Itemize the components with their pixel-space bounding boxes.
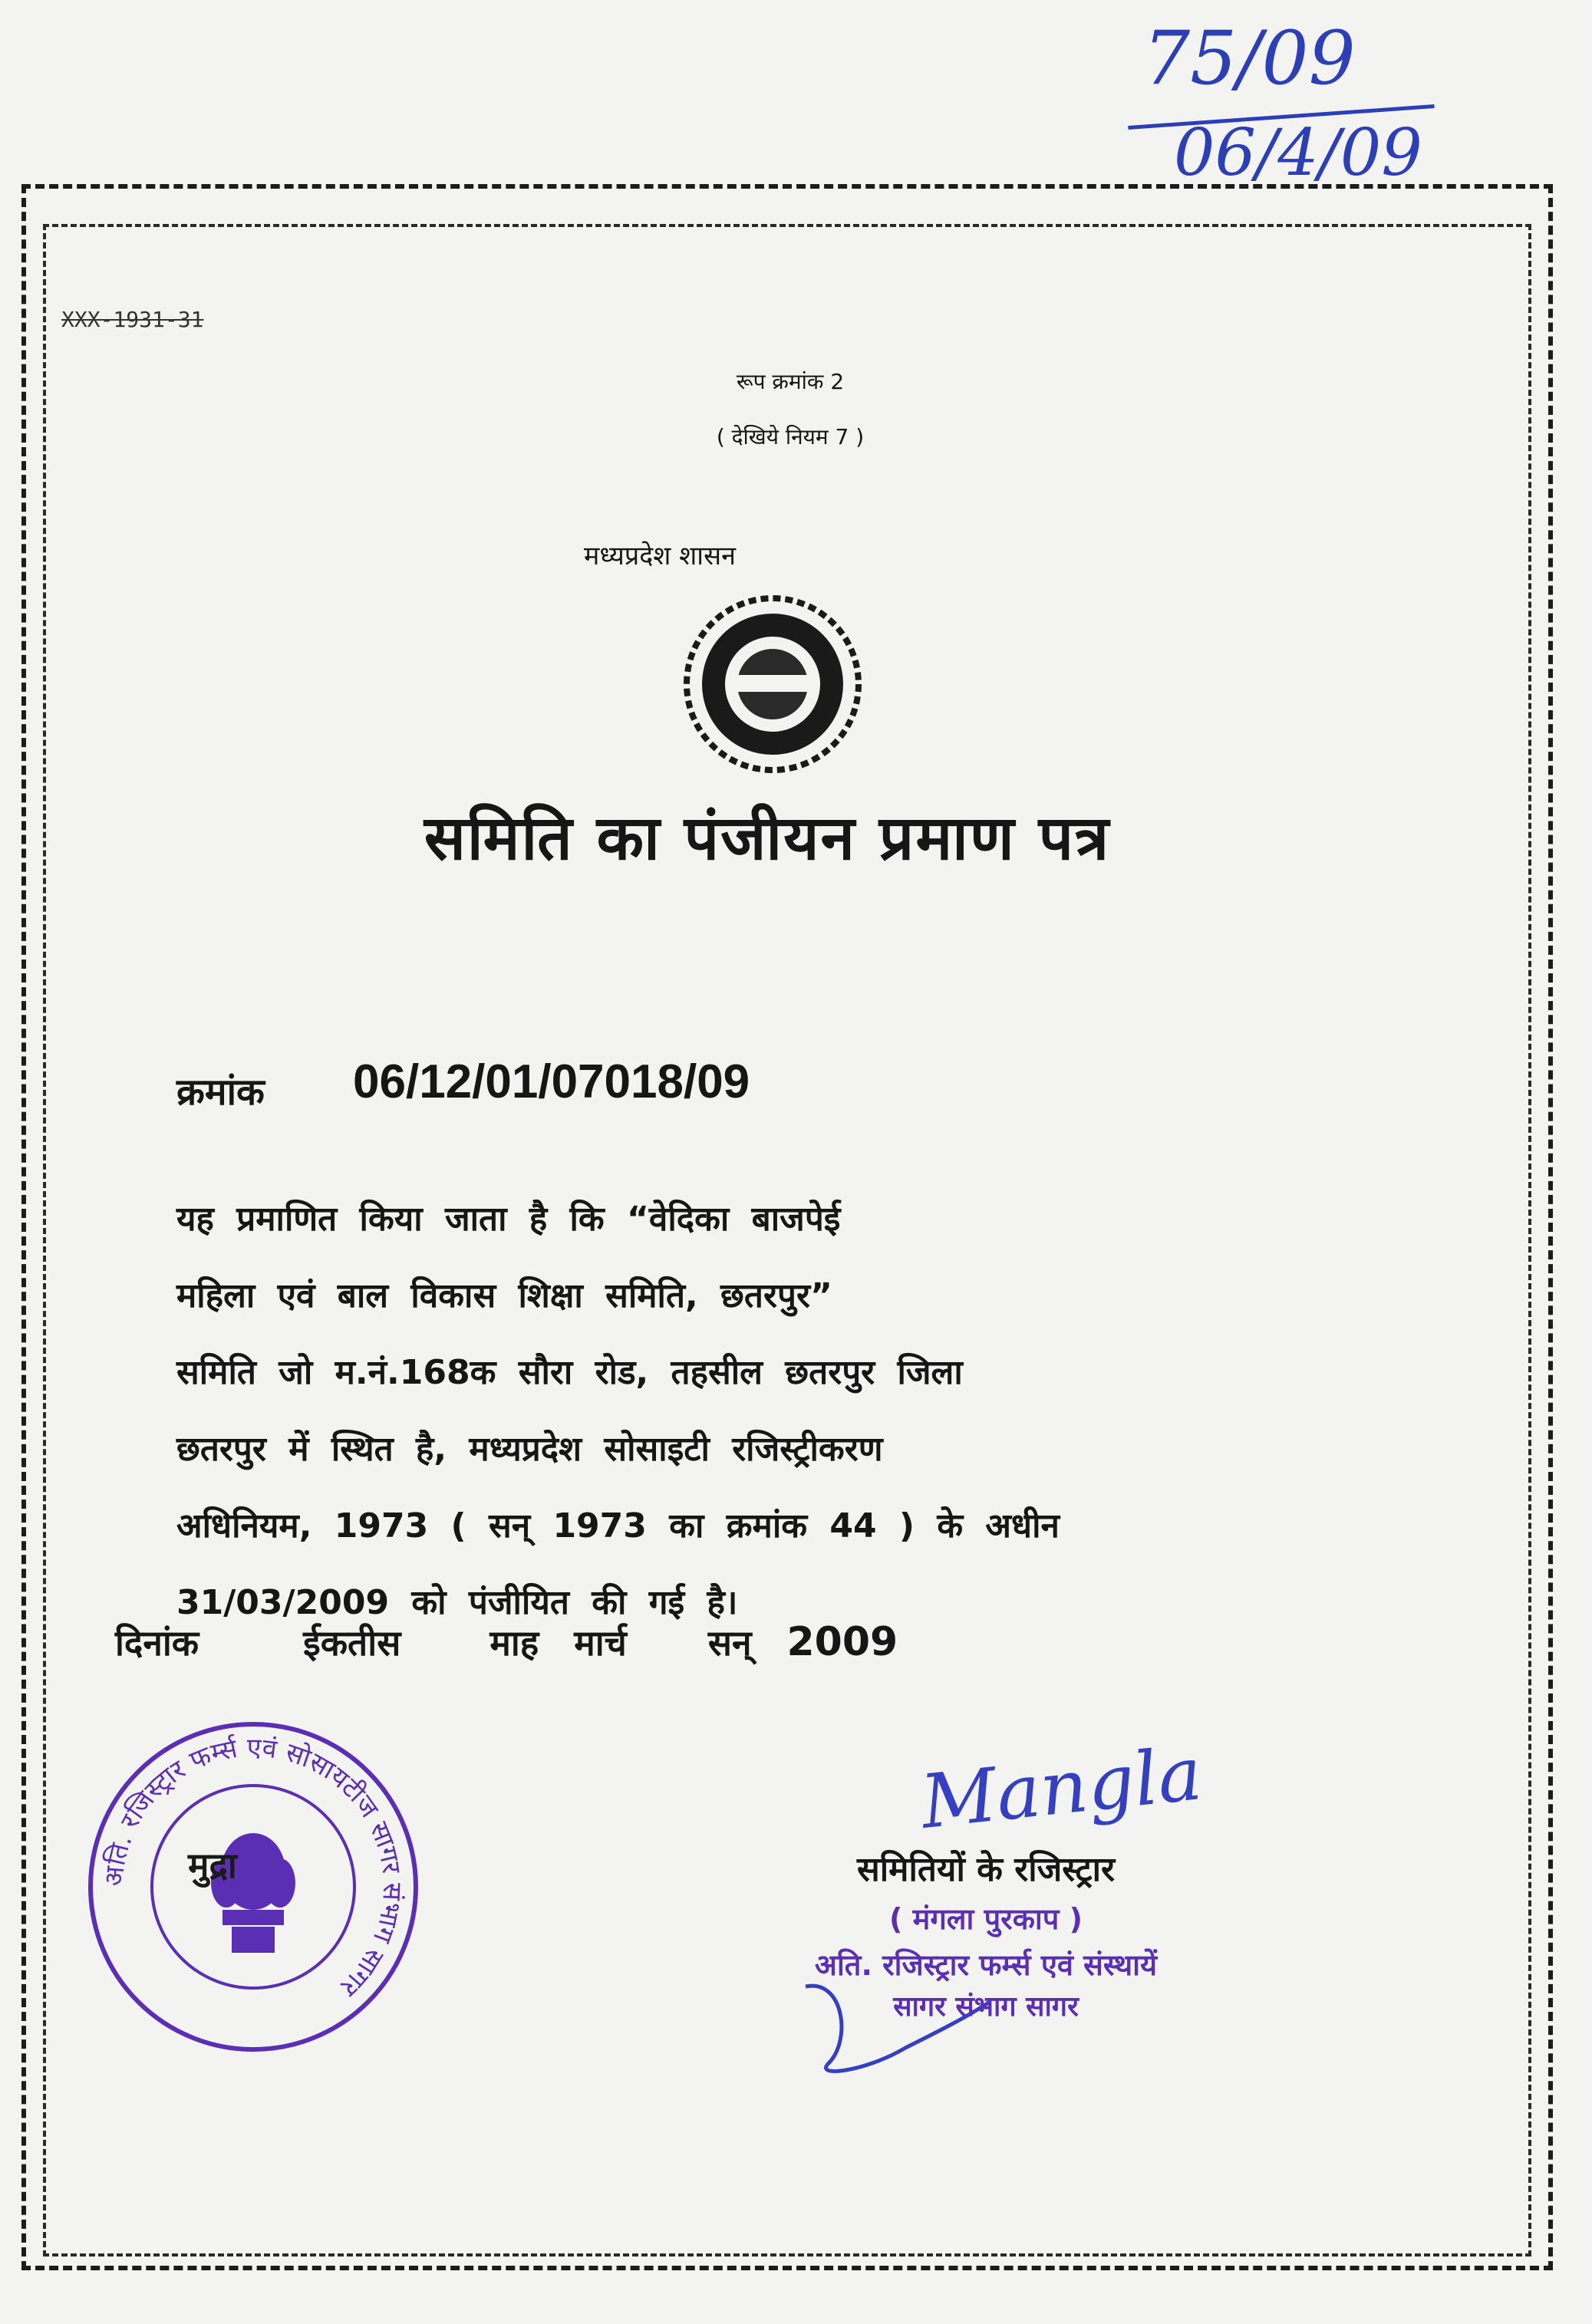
certificate-title: समिति का पंजीयन प्रमाण पत्र <box>424 802 1111 874</box>
body-line: महिला एवं बाल विकास शिक्षा समिति, छतरपुर” <box>176 1276 832 1315</box>
handwritten-annotation-date: 06/4/09 <box>1174 115 1422 190</box>
signatory-stamp-line-2: सागर संभाग सागर <box>893 1991 1079 2023</box>
seal-label: मुद्रा <box>188 1845 237 1886</box>
date-line <box>115 1618 898 1666</box>
certificate-body <box>176 1181 1212 1641</box>
body-line: 31/03/2009 को पंजीयित की गई है। <box>176 1583 738 1622</box>
signatory-title: समितियों के रजिस्ट्रार <box>857 1850 1115 1889</box>
month-value: मार्च <box>574 1622 627 1664</box>
form-code: XXX-1931-31 <box>61 307 204 332</box>
signatory-stamp-line-1: अति. रजिस्ट्रार फर्म्स एवं संस्थायें <box>814 1948 1158 1982</box>
year-label: सन् <box>707 1622 752 1664</box>
registration-label: क्रमांक <box>176 1071 265 1114</box>
body-line: छतरपुर में स्थित है, मध्यप्रदेश सोसाइटी रजिस्ट्रीकरण <box>176 1430 883 1469</box>
official-seal <box>84 1718 422 2056</box>
date-day: ईकतीस <box>303 1622 401 1664</box>
government-emblem <box>683 594 863 775</box>
signatory-name: ( मंगला पुरकाप ) <box>889 1902 1083 1936</box>
handwritten-annotation-number: 75/09 <box>1143 15 1356 101</box>
form-number: रूप क्रमांक 2 <box>736 369 845 394</box>
month-label: माह <box>489 1622 539 1664</box>
government-name: मध्यप्रदेश शासन <box>584 541 736 571</box>
date-label: दिनांक <box>115 1622 199 1664</box>
body-line: अधिनियम, 1973 ( सन् 1973 का क्रमांक 44 ) के अधीन <box>176 1506 1060 1545</box>
year-value: 2009 <box>786 1619 898 1665</box>
body-line: समिति जो म.नं.168क सौरा रोड, तहसील छतरपुर जिला <box>176 1353 963 1392</box>
rule-reference: ( देखिये नियम 7 ) <box>716 424 865 449</box>
seal-ring-text: अति. रजिस्ट्रार फर्म्स एवं सोसायटीज सागर संभाग सागर <box>98 1732 408 2003</box>
body-line: यह प्रमाणित किया जाता है कि “वेदिका बाजपेई <box>176 1200 841 1239</box>
registration-number: 06/12/01/07018/09 <box>353 1055 750 1108</box>
handwritten-signature: Mangla <box>917 1730 1206 1845</box>
